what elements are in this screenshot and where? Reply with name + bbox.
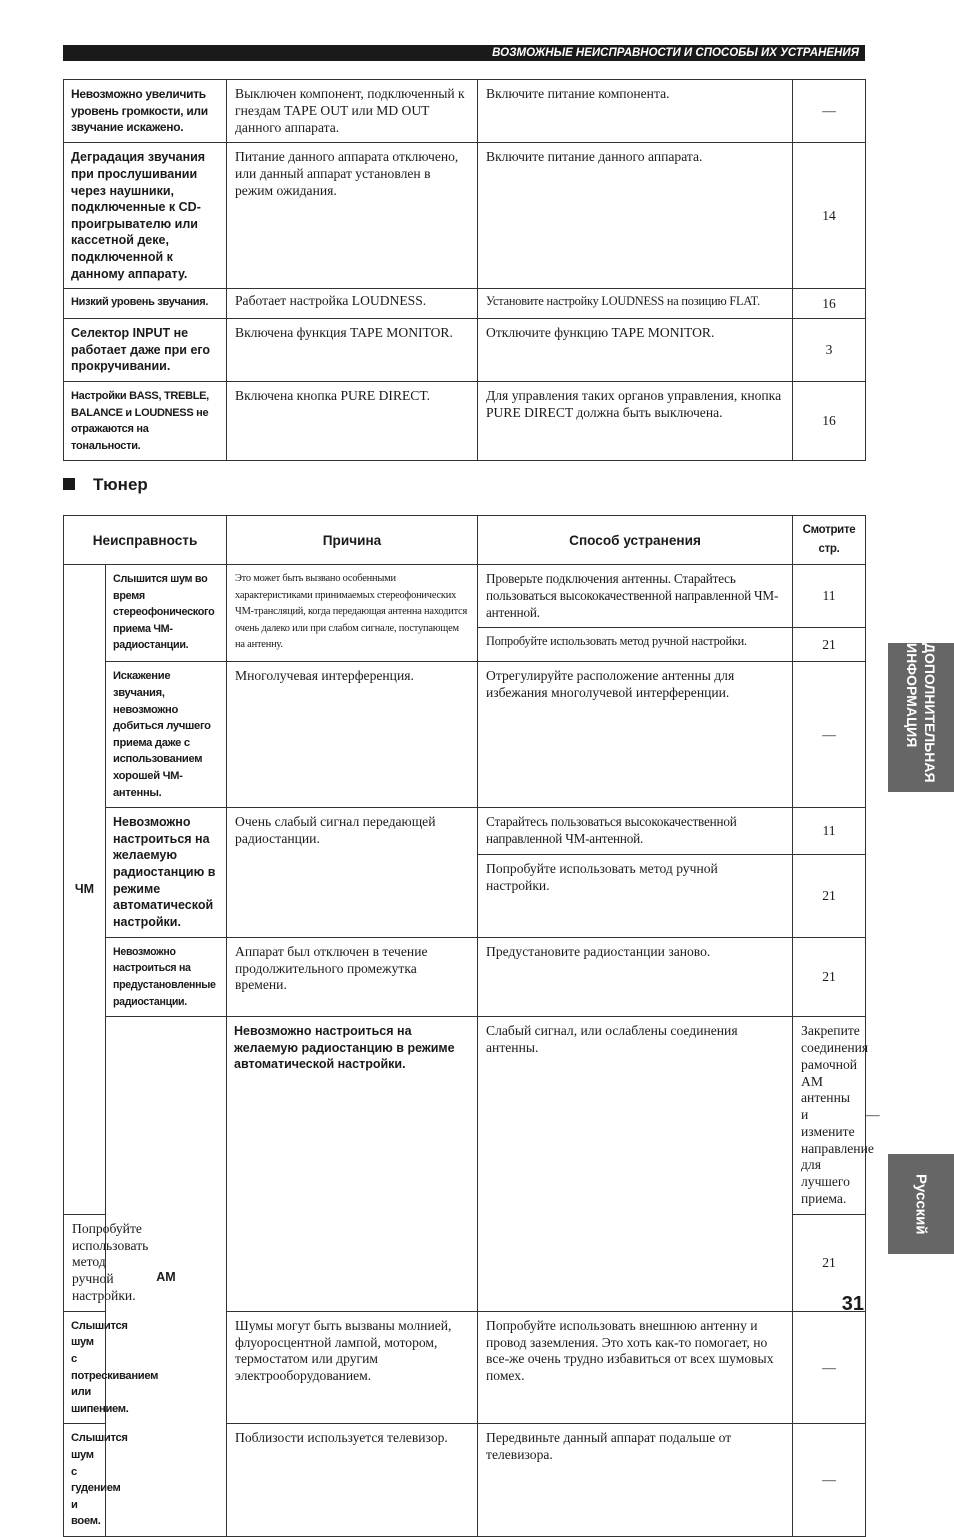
tuner-section-title: Тюнер xyxy=(93,475,148,494)
cause-cell: Питание данного аппарата отключено, или данный аппарат установлен в режим ожидания. xyxy=(227,143,478,289)
remedy-cell: Попробуйте использовать метод ручной настройки. xyxy=(64,1214,106,1311)
page-ref-cell: 21 xyxy=(793,1214,866,1311)
tuner-troubleshooting-table xyxy=(63,515,880,1537)
column-header-remedy: Способ устранения xyxy=(478,516,793,565)
remedy-cell: Включите питание данного аппарата. xyxy=(478,143,793,289)
cause-cell: Включена кнопка PURE DIRECT. xyxy=(227,381,478,460)
remedy-cell: Закрепите соединения рамочной АМ антенны и измените направление для лучшего приема. xyxy=(793,1017,866,1215)
problem-cell: Слышится шум во время стереофонического приема ЧМ-радиостанции. xyxy=(106,565,227,662)
column-header-problem: Неисправность xyxy=(64,516,227,565)
cause-cell: Это может быть вызвано особенными характеристиками принимаемых стереофонических ЧМ-трансляций, когда передающая антенна находится очень далеко или при слабом сигнале, поступающем на антенну. xyxy=(227,565,478,662)
tuner-section-heading xyxy=(63,474,148,496)
table-header-row xyxy=(64,516,866,565)
section-header-title: ВОЗМОЖНЫЕ НЕИСПРАВНОСТИ И СПОСОБЫ ИХ УСТРАНЕНИЯ xyxy=(492,47,859,59)
page-ref-cell: — xyxy=(793,80,866,143)
page-ref-cell: 16 xyxy=(793,289,866,319)
problem-cell: Низкий уровень звучания. xyxy=(64,289,227,319)
remedy-cell: Проверьте подключения антенны. Старайтесь пользоваться высококачественной направленной ЧМ-антенной. xyxy=(478,565,793,628)
page-ref-cell: 3 xyxy=(793,319,866,382)
amplifier-troubleshooting-table xyxy=(63,79,866,461)
table-row xyxy=(64,143,866,289)
remedy-cell: Предустановите радиостанции заново. xyxy=(478,937,793,1016)
table-row xyxy=(64,808,866,855)
table-row: АМ Невозможно настроиться на желаемую радиостанцию в режиме автоматической настройки. Слабый сигнал, или ослаблены соединения антенны. Закрепите соединения рамочной АМ антенны и измените направление для лучшего приема. — xyxy=(64,1017,866,1215)
am-band-label: АМ xyxy=(106,1017,227,1537)
problem-cell: Искажение звучания, невозможно добиться лучшего приема даже с использованием хорошей ЧМ-антенны. xyxy=(106,662,227,808)
cause-cell: Слабый сигнал, или ослаблены соединения антенны. xyxy=(478,1017,793,1312)
problem-cell: Деградация звучания при прослушивании через наушники, подключенные к CD-проигрывателю или кассетной деке, подключенной к данному аппарату. xyxy=(64,143,227,289)
side-tab-language-label: Русский xyxy=(912,1173,930,1235)
table-row xyxy=(64,937,866,1016)
table-row xyxy=(64,80,866,143)
problem-cell: Невозможно настроиться на предустановленные радиостанции. xyxy=(106,937,227,1016)
remedy-cell: Попробуйте использовать метод ручной настройки. xyxy=(478,628,793,662)
column-header-page: Смотрите стр. xyxy=(793,516,866,565)
remedy-cell: Старайтесь пользоваться высококачественной направленной ЧМ-антенной. xyxy=(478,808,793,855)
table-row xyxy=(64,565,866,628)
page-ref-cell: 14 xyxy=(793,143,866,289)
page-ref-cell: 21 xyxy=(793,628,866,662)
cause-cell: Выключен компонент, подключенный к гнездам TAPE OUT или MD OUT данного аппарата. xyxy=(227,80,478,143)
remedy-cell: Отрегулируйте расположение антенны для избежания многолучевой интерференции. xyxy=(478,662,793,808)
problem-cell: Селектор INPUT не работает даже при его прокручивании. xyxy=(64,319,227,382)
problem-cell: Невозможно настроиться на желаемую радиостанцию в режиме автоматической настройки. xyxy=(106,808,227,938)
problem-cell: Слышится шум с гудением и воем. xyxy=(64,1424,106,1537)
section-header-bar xyxy=(63,45,865,61)
problem-cell: Невозможно настроиться на желаемую радиостанцию в режиме автоматической настройки. xyxy=(227,1017,478,1312)
cause-cell: Работает настройка LOUDNESS. xyxy=(227,289,478,319)
cause-cell: Включена функция TAPE MONITOR. xyxy=(227,319,478,382)
cause-cell: Очень слабый сигнал передающей радиостанции. xyxy=(227,808,478,938)
table-row xyxy=(64,662,866,808)
fm-band-label: ЧМ xyxy=(64,565,106,1215)
remedy-cell: Установите настройку LOUDNESS на позицию FLAT. xyxy=(478,289,793,319)
page-ref-cell: 11 xyxy=(793,565,866,628)
problem-cell: Настройки BASS, TREBLE, BALANCE и LOUDNESS не отражаются на тональности. xyxy=(64,381,227,460)
side-tab-language[interactable] xyxy=(888,1154,954,1254)
column-header-cause: Причина xyxy=(227,516,478,565)
page-ref-cell: 21 xyxy=(793,854,866,937)
square-bullet-icon xyxy=(63,478,75,490)
problem-cell: Слышится шум с потрескиванием или шипением. xyxy=(64,1311,106,1424)
page-ref-cell: — xyxy=(793,662,866,808)
remedy-cell: Попробуйте использовать метод ручной настройки. xyxy=(478,854,793,937)
side-tab-additional-info-label: ДОПОЛНИТЕЛЬНАЯ ИНФОРМАЦИЯ xyxy=(904,643,938,783)
page-ref-cell: — xyxy=(793,1311,866,1424)
side-tab-additional-info[interactable] xyxy=(888,643,954,792)
remedy-cell: Отключите функцию TAPE MONITOR. xyxy=(478,319,793,382)
table-row xyxy=(64,381,866,460)
page-ref-cell: — xyxy=(793,1424,866,1537)
problem-cell: Невозможно увеличить уровень громкости, или звучание искажено. xyxy=(64,80,227,143)
remedy-cell: Для управления таких органов управления, кнопка PURE DIRECT должна быть выключена. xyxy=(478,381,793,460)
remedy-cell: Передвиньте данный аппарат подальше от телевизора. xyxy=(478,1424,793,1537)
page-ref-cell: 21 xyxy=(793,937,866,1016)
remedy-cell: Включите питание компонента. xyxy=(478,80,793,143)
table-row xyxy=(64,319,866,382)
cause-cell: Поблизости используется телевизор. xyxy=(227,1424,478,1537)
table-row xyxy=(64,289,866,319)
cause-cell: Аппарат был отключен в течение продолжительного промежутка времени. xyxy=(227,937,478,1016)
cause-cell: Шумы могут быть вызваны молнией, флуоросцентной лампой, мотором, термостатом или другим электрооборудованием. xyxy=(227,1311,478,1424)
remedy-cell: Попробуйте использовать внешнюю антенну и провод заземления. Это хоть как-то помогает, но все-же очень трудно избавиться от всех шумовых помех. xyxy=(478,1311,793,1424)
page-number: 31 xyxy=(841,1293,864,1315)
cause-cell: Многолучевая интерференция. xyxy=(227,662,478,808)
page-ref-cell: 11 xyxy=(793,808,866,855)
page-ref-cell: 16 xyxy=(793,381,866,460)
